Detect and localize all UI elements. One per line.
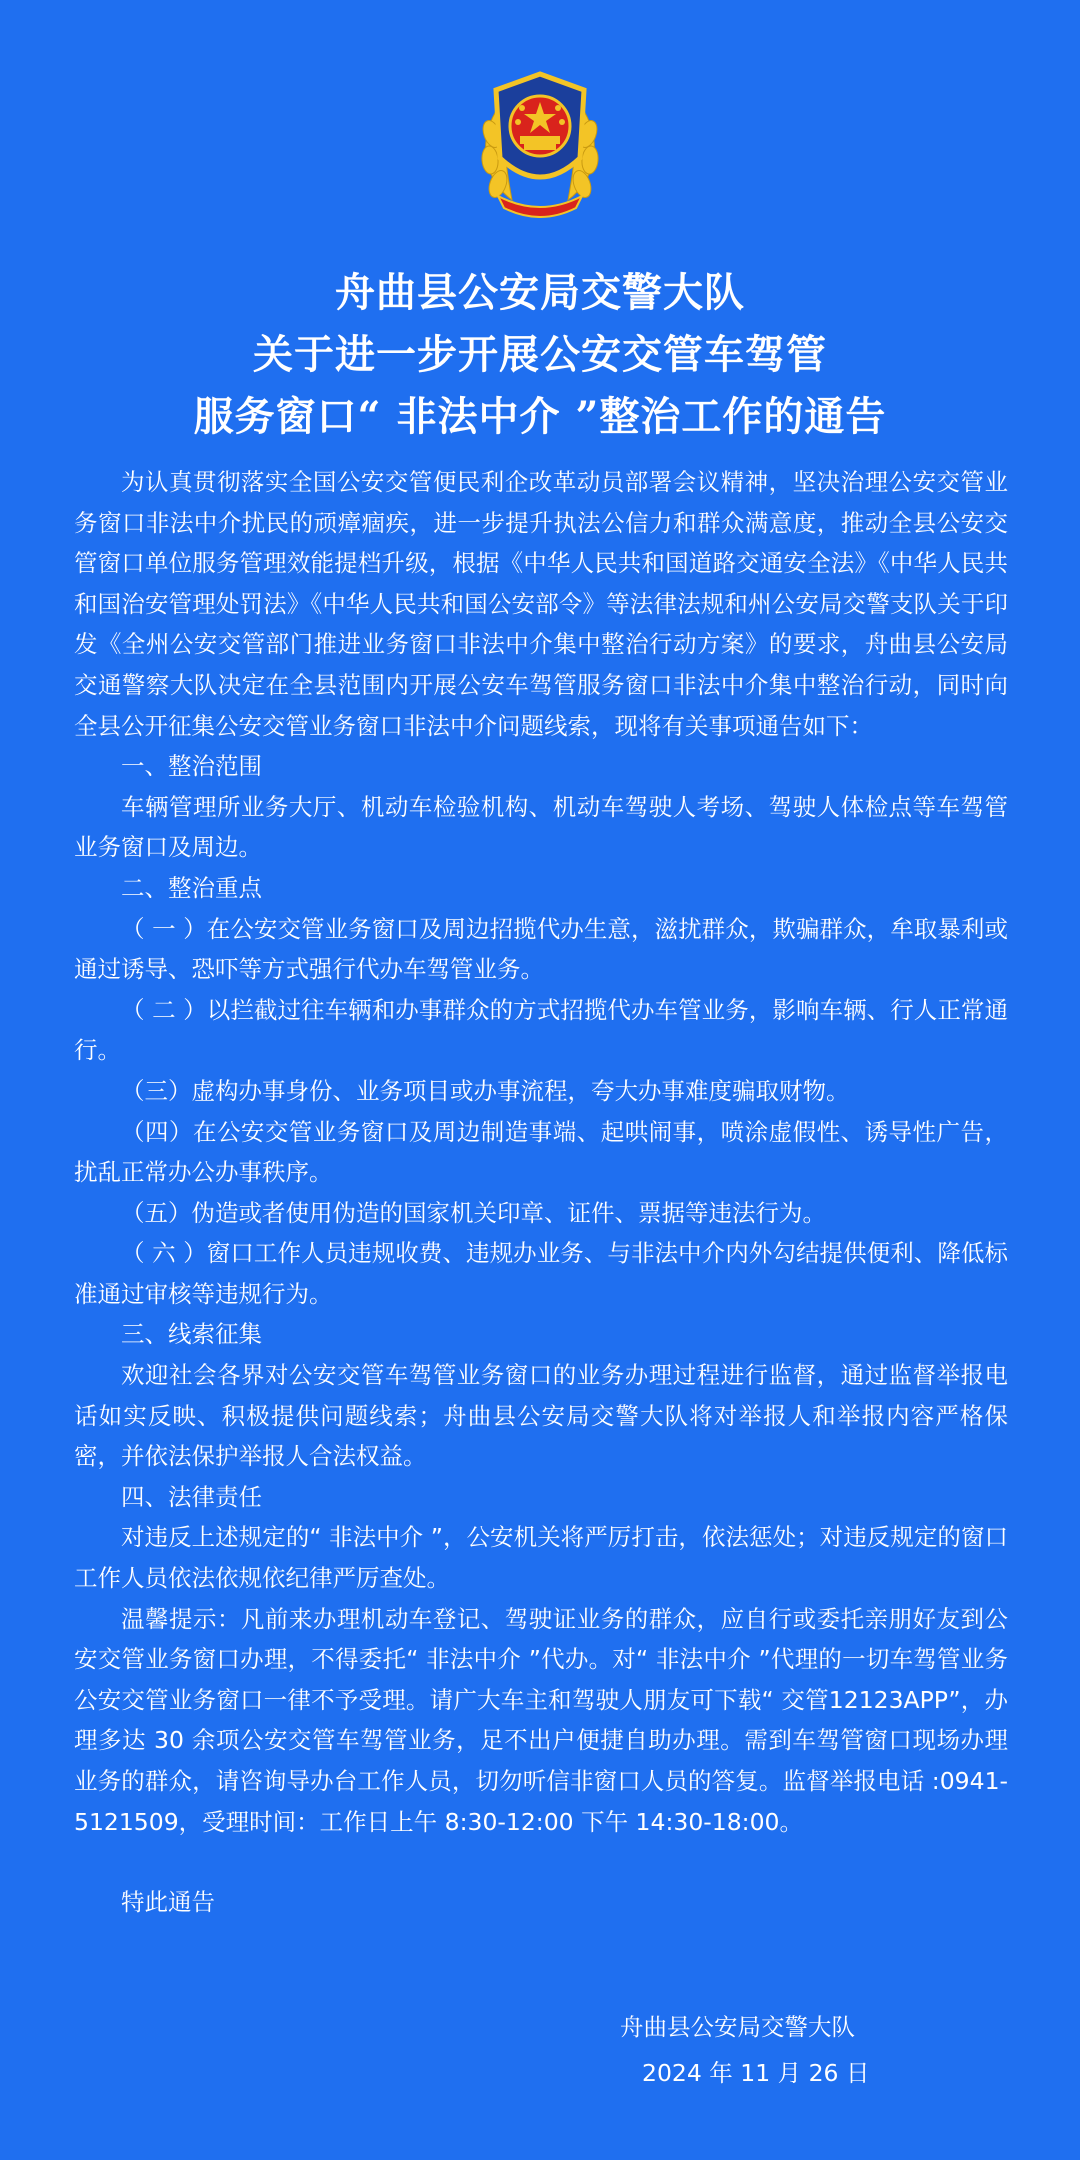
title-line-3: 服务窗口“ 非法中介 ”整治工作的通告: [193, 393, 887, 440]
section-2-item: （ 六 ）窗口工作人员违规收费、违规办业务、与非法中介内外勾结提供便利、降低标准通过审核等违规行为。: [74, 1239, 1008, 1308]
section-1-text: 车辆管理所业务大厅、机动车检验机构、机动车驾驶人考场、驾驶人体检点等车驾管业务窗口及周边。: [74, 792, 1008, 862]
section-3-heading: 三、线索征集: [121, 1320, 262, 1349]
notice-title: [0, 262, 1080, 448]
reminder-paragraph: 温馨提示：凡前来办理机动车登记、驾驶证业务的群众，应自行或委托亲朋好友到公安交管业务窗口办理，不得委托“ 非法中介 ”代办。对“ 非法中介 ”代理的一切车驾管业务公安交管业务窗口一律不予受理。请广大车主和驾驶人朋友可下载“ 交管12123APP”，办理多达 30 余项公安交管车驾管业务，足不出户便捷自助办理。需到车驾管窗口现场办理业务的群众，请咨询导办台工作人员，切勿听信非窗口人员的答复。监督举报电话 :0941-5121509，受理时间：工作日上午 8:30-12:00 下午 14:30-18:00。: [74, 1604, 1008, 1836]
closing-spacer: [74, 1842, 1008, 1882]
closing-text: 特此通告: [121, 1888, 215, 1917]
police-emblem-icon: [468, 68, 612, 218]
signature-block: [620, 2004, 869, 2096]
section-4-text: 对违反上述规定的“ 非法中介 ”，公安机关将严厉打击，依法惩处；对违反规定的窗口工作人员依法依规依纪律严厉查处。: [74, 1523, 1008, 1593]
section-2-item: （ 一 ）在公安交管业务窗口及周边招揽代办生意，滋扰群众，欺骗群众，牟取暴利或通过诱导、恐吓等方式强行代办车驾管业务。: [74, 914, 1008, 984]
section-2-item: （ 二 ）以拦截过往车辆和办事群众的方式招揽代办车管业务，影响车辆、行人正常通行。: [74, 995, 1008, 1065]
section-3-text: 欢迎社会各界对公安交管车驾管业务窗口的业务办理过程进行监督，通过监督举报电话如实反映、积极提供问题线索；舟曲县公安局交警大队将对举报人和举报内容严格保密，并依法保护举报人合法权益。: [74, 1361, 1008, 1471]
notice-body: [74, 462, 1008, 1923]
signature-org: 舟曲县公安局交警大队: [620, 2013, 855, 2041]
section-2-item: （四）在公安交管业务窗口及周边制造事端、起哄闹事，喷涂虚假性、诱导性广告，扰乱正常办公办事秩序。: [74, 1117, 1008, 1187]
title-line-2: 关于进一步开展公安交管车驾管: [253, 331, 827, 378]
section-2-item: （三）虚构办事身份、业务项目或办事流程，夸大办事难度骗取财物。: [121, 1076, 850, 1105]
title-line-1: 舟曲县公安局交警大队: [335, 269, 745, 316]
signature-date: 2024 年 11 月 26 日: [642, 2059, 870, 2087]
section-4-heading: 四、法律责任: [121, 1482, 262, 1511]
intro-paragraph: 为认真贯彻落实全国公安交管便民利企改革动员部署会议精神，坚决治理公安交管业务窗口非法中介扰民的顽瘴痼疾，进一步提升执法公信力和群众满意度，推动全县公安交管窗口单位服务管理效能提档升级，根据《中华人民共和国道路交通安全法》《中华人民共和国治安管理处罚法》《中华人民共和国公安部令》等法律法规和州公安局交警支队关于印发《全州公安交管部门推进业务窗口非法中介集中整治行动方案》的要求，舟曲县公安局交通警察大队决定在全县范围内开展公安车驾管服务窗口非法中介集中整治行动，同时向全县公开征集公安交管业务窗口非法中介问题线索，现将有关事项通告如下：: [74, 468, 1008, 740]
section-2-heading: 二、整治重点: [121, 873, 262, 902]
section-2-item: （五）伪造或者使用伪造的国家机关印章、证件、票据等违法行为。: [121, 1198, 826, 1227]
section-1-heading: 一、整治范围: [121, 752, 262, 781]
